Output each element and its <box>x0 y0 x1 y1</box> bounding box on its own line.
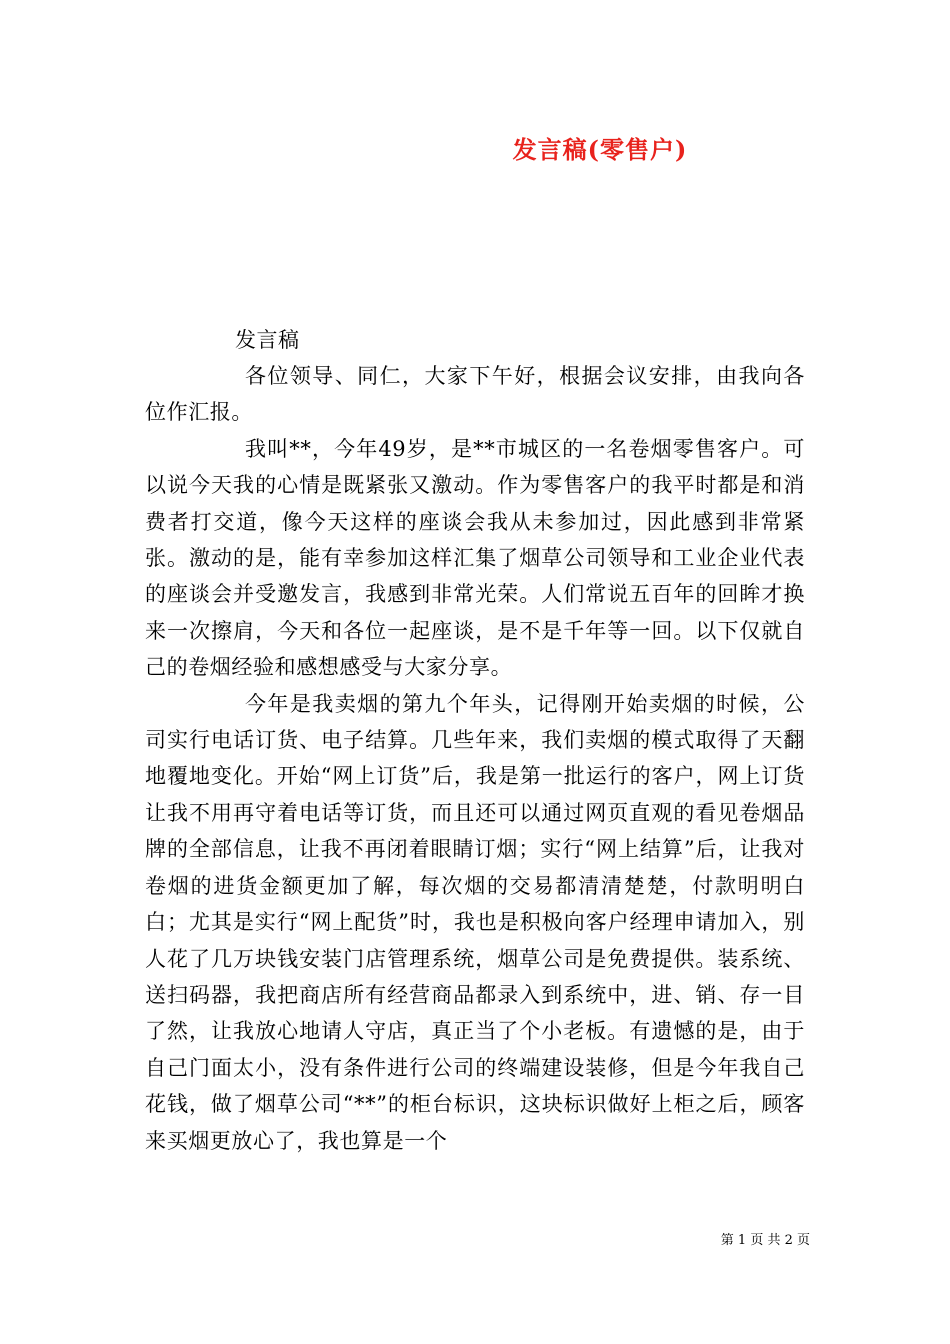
document-title: 发言稿(零售户) <box>512 135 688 164</box>
paragraph-greeting: 各位领导、同仁，大家下午好，根据会议安排，由我向各位作汇报。 <box>145 364 805 425</box>
paragraph-introduction: 我叫**，今年49岁，是**市城区的一名卷烟零售客户。可以说今天我的心情是既紧张又激动。作为零售客户的我平时都是和消费者打交道，像今天这样的座谈会我从未参加过，因此感到非常紧张。激动的是，能有幸参加这样汇集了烟草公司领导和工业企业代表的座谈会并受邀发言，我感到非常光荣。人们常说五百年的回眸才换来一次擦肩，今天和各位一起座谈，是不是千年等一回。以下仅就自己的卷烟经验和感想感受与大家分享。 <box>145 436 805 680</box>
paragraph-experience: 今年是我卖烟的第九个年头，记得刚开始卖烟的时候，公司实行电话订货、电子结算。几些年来，我们卖烟的模式取得了天翻地覆地变化。开始“网上订货”后，我是第一批运行的客户，网上订货让我不用再守着电话等订货，而且还可以通过网页直观的看见卷烟品牌的全部信息，让我不再闭着眼睛订烟；实行“网上结算”后，让我对卷烟的进货金额更加了解，每次烟的交易都清清楚楚，付款明明白白；尤其是实行“网上配货”时，我也是积极向客户经理申请加入，别人花了几万块钱安装门店管理系统，烟草公司是免费提供。装系统、送扫码器，我把商店所有经营商品都录入到系统中，进、销、存一目了然，让我放心地请人守店，真正当了个小老板。有遗憾的是，由于自己门面太小，没有条件进行公司的终端建设装修，但是今年我自己花钱，做了烟草公司“**”的柜台标识，这块标识做好上柜之后，顾客来买烟更放心了，我也算是一个 <box>145 691 805 1153</box>
speech-heading: 发言稿 <box>235 328 300 352</box>
document-body <box>145 358 805 1159</box>
page-number: 第 1 页 共 2 页 <box>720 1233 810 1248</box>
